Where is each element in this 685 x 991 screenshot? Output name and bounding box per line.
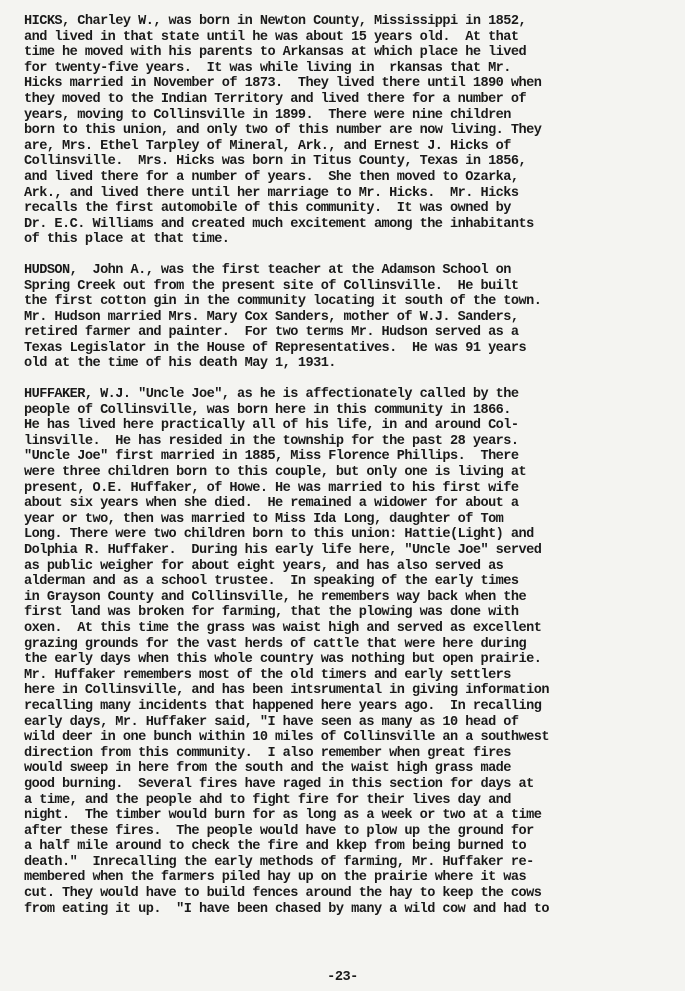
- text-line: HICKS, Charley W., was born in Newton County, Mississippi in 1852,: [24, 14, 527, 29]
- text-line: years, moving to Collinsville in 1899. There were nine children: [24, 107, 511, 123]
- text-line: are, Mrs. Ethel Tarpley of Mineral, Ark., and Ernest J. Hicks of: [24, 138, 511, 154]
- text-line: wild deer in one bunch within 10 miles of Collinsville an a southwest: [24, 730, 549, 746]
- text-line: old at the time of his death May 1, 1931.: [24, 356, 336, 372]
- text-line: they moved to the Indian Territory and lived there for a number of: [24, 91, 527, 107]
- text-line: as public weigher for about eight years, and has also served as: [24, 558, 504, 574]
- text-line: HUDSON, John A., was the first teacher at the Adamson School on: [24, 262, 511, 278]
- text-line: time he moved with his parents to Arkansas at which place he lived: [24, 45, 527, 61]
- text-line: Texas Legislator in the House of Representatives. He was 91 years: [24, 340, 527, 356]
- text-line: the first cotton gin in the community locating it south of the town.: [24, 294, 542, 310]
- text-line: Mr. Hudson married Mrs. Mary Cox Sanders, mother of W.J. Sanders,: [24, 309, 519, 325]
- text-line: for twenty-five years. It was while living in rkansas that Mr.: [24, 60, 511, 76]
- text-line: and lived in that state until he was about 15 years old. At that: [24, 29, 519, 45]
- text-line: Dolphia R. Huffaker. During his early life here, "Uncle Joe" served: [24, 543, 542, 558]
- text-line: first land was broken for farming, that the plowing was done with: [24, 605, 519, 621]
- text-line: about six years when she died. He remained a widower for about a: [24, 496, 519, 512]
- text-line: were three children born to this couple, but only one is living at: [24, 465, 527, 481]
- text-line: oxen. At this time the grass was waist high and served as excellent: [24, 620, 542, 636]
- text-line: death." Inrecalling the early methods of farming, Mr. Huffaker re-: [24, 854, 534, 870]
- text-line: "Uncle Joe" first married in 1885, Miss Florence Phillips. There: [24, 449, 519, 465]
- text-line: a half mile around to check the fire and kkep from being burned to: [24, 839, 527, 855]
- text-line: cut. They would have to build fences around the hay to keep the cows: [24, 886, 542, 902]
- text-line: Dr. E.C. Williams and created much excitement among the inhabitants: [24, 216, 534, 232]
- biography-entry: [24, 14, 669, 248]
- text-line: Ark., and lived there until her marriage to Mr. Hicks. Mr. Hicks: [24, 185, 519, 201]
- text-line: in Grayson County and Collinsville, he remembers way back when the: [24, 589, 527, 605]
- text-line: people of Collinsville, was born here in this community in 1866.: [24, 402, 511, 418]
- text-line: from eating it up. "I have been chased by many a wild cow and had to: [24, 901, 549, 917]
- text-line: direction from this community. I also remember when great fires: [24, 745, 511, 761]
- text-line: recalls the first automobile of this community. It was owned by: [24, 201, 511, 217]
- text-line: alderman and as a school trustee. In speaking of the early times: [24, 574, 519, 590]
- text-line: night. The timber would burn for as long as a week or two at a time: [24, 808, 542, 824]
- text-line: Collinsville. Mrs. Hicks was born in Titus County, Texas in 1856,: [24, 154, 527, 170]
- text-line: of this place at that time.: [24, 232, 230, 248]
- text-line: present, O.E. Huffaker, of Howe. He was married to his first wife: [24, 480, 519, 496]
- text-line: Long. There were two children born to this union: Hattie(Light) and: [24, 527, 534, 543]
- text-line: would sweep in here from the south and the waist high grass made: [24, 761, 511, 777]
- text-line: and lived there for a number of years. She then moved to Ozarka,: [24, 169, 519, 185]
- text-line: He has lived here practically all of his life, in and around Col-: [24, 418, 519, 434]
- text-line: Mr. Huffaker remembers most of the old timers and early settlers: [24, 667, 511, 683]
- page-number: -23-: [327, 970, 358, 985]
- text-line: membered when the farmers piled hay up on the prairie where it was: [24, 870, 527, 886]
- text-line: good burning. Several fires have raged in this section for days at: [24, 776, 534, 792]
- text-line: Spring Creek out from the present site of Collinsville. He built: [24, 278, 519, 294]
- text-line: year or two, then was married to Miss Ida Long, daughter of Tom: [24, 511, 504, 527]
- text-line: linsville. He has resided in the township for the past 28 years.: [24, 433, 519, 449]
- text-line: early days, Mr. Huffaker said, "I have seen as many as 10 head of: [24, 714, 519, 730]
- text-line: retired farmer and painter. For two terms Mr. Hudson served as a: [24, 325, 519, 341]
- text-line: the early days when this whole country was nothing but open prairie.: [24, 652, 542, 668]
- text-line: after these fires. The people would have to plow up the ground for: [24, 823, 534, 839]
- text-line: here in Collinsville, and has been intsrumental in giving information: [24, 683, 549, 699]
- text-line: grazing grounds for the vast herds of cattle that were here during: [24, 636, 527, 652]
- document-body: [24, 14, 669, 917]
- text-line: a time, and the people ahd to fight fire for their lives day and: [24, 792, 511, 808]
- text-line: Hicks married in November of 1873. They lived there until 1890 when: [24, 76, 542, 92]
- biography-entry: [24, 387, 669, 917]
- text-line: HUFFAKER, W.J. "Uncle Joe", as he is affectionately called by the: [24, 387, 519, 403]
- text-line: born to this union, and only two of this number are now living. They: [24, 123, 542, 139]
- biography-entry: [24, 263, 669, 372]
- text-line: recalling many incidents that happened here years ago. In recalling: [24, 698, 542, 714]
